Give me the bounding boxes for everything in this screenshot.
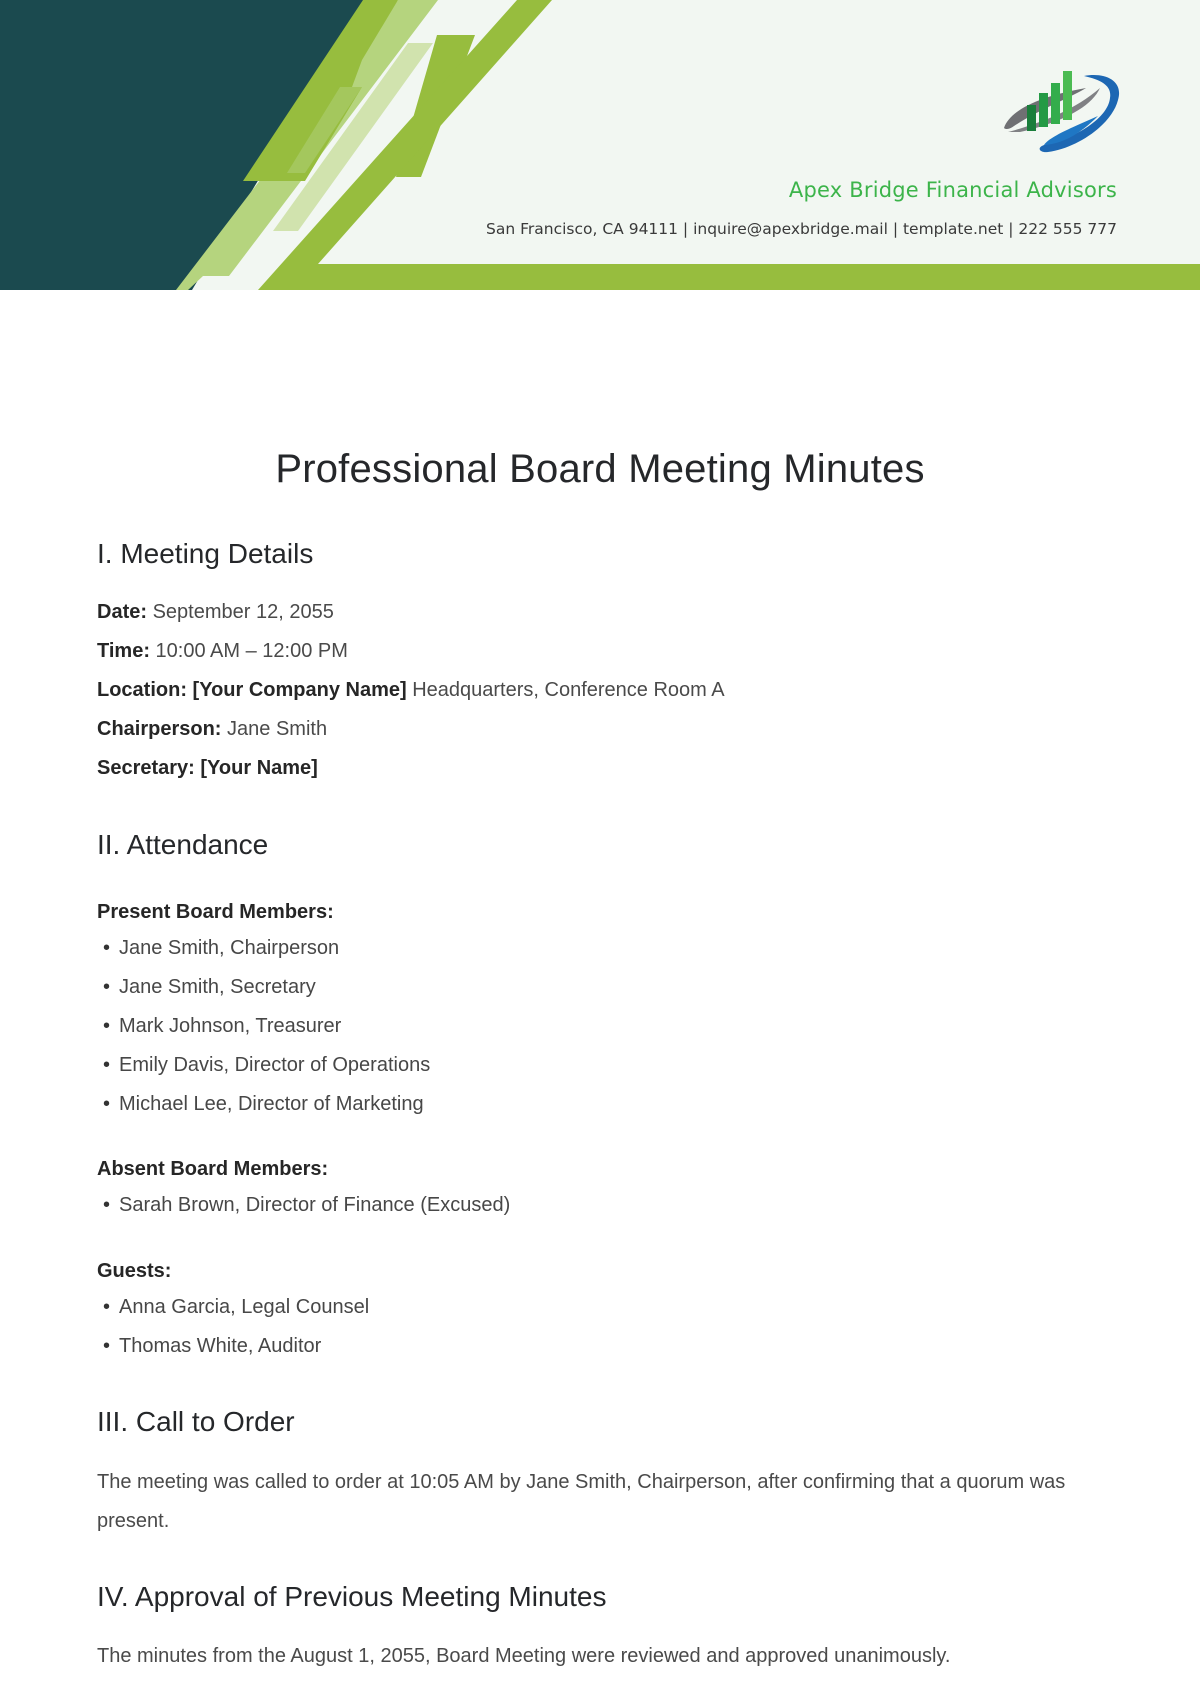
list-item-text: Michael Lee, Director of Marketing	[119, 1093, 424, 1115]
list-item	[103, 1333, 321, 1359]
section-heading-attendance: II. Attendance	[97, 829, 269, 860]
list-item-text: Mark Johnson, Treasurer	[119, 1015, 342, 1037]
bullet-icon: •	[103, 1015, 111, 1037]
list-item	[103, 1013, 341, 1039]
letterhead-header	[0, 0, 1200, 290]
field-secretary	[97, 755, 318, 781]
approval-text: The minutes from the August 1, 2055, Board Meeting were reviewed and approved unanimously.	[97, 1645, 951, 1667]
call-to-order-text: The meeting was called to order at 10:05 AM by Jane Smith, Chairperson, after confirming that a quorum was present.	[97, 1471, 1066, 1532]
field-value: Headquarters, Conference Room A	[412, 679, 725, 701]
list-item-text: Jane Smith, Secretary	[119, 976, 316, 998]
field-time	[97, 638, 348, 664]
field-label: Date:	[97, 601, 148, 623]
list-item-text: Emily Davis, Director of Operations	[119, 1054, 431, 1076]
company-name: Apex Bridge Financial Advisors	[788, 178, 1117, 202]
list-item-text: Sarah Brown, Director of Finance (Excused)	[119, 1194, 511, 1216]
bullet-icon: •	[103, 1054, 111, 1076]
list-item	[103, 1294, 369, 1320]
contact-info: San Francisco, CA 94111 | inquire@apexbridge.mail | template.net | 222 555 777	[486, 220, 1117, 238]
list-item-text: Thomas White, Auditor	[119, 1335, 322, 1357]
field-label: Chairperson:	[97, 718, 222, 740]
bullet-icon: •	[103, 937, 111, 959]
section-heading-approval: IV. Approval of Previous Meeting Minutes	[97, 1581, 607, 1612]
bullet-icon: •	[103, 1335, 111, 1357]
bullet-icon: •	[103, 976, 111, 998]
field-chairperson	[97, 716, 327, 742]
list-item-text: Jane Smith, Chairperson	[119, 937, 340, 959]
field-location	[97, 677, 725, 703]
list-item	[103, 1192, 510, 1218]
company-logo-icon	[1000, 66, 1124, 154]
document-title: Professional Board Meeting Minutes	[275, 447, 925, 491]
field-label: Time:	[97, 640, 150, 662]
list-item	[103, 1052, 430, 1078]
field-label: Location: [Your Company Name]	[97, 679, 407, 701]
section-heading-call-to-order: III. Call to Order	[97, 1406, 295, 1437]
present-members-label: Present Board Members:	[97, 901, 334, 923]
field-date	[97, 599, 334, 625]
section-heading-meeting-details: I. Meeting Details	[97, 538, 314, 569]
field-value: September 12, 2055	[152, 601, 334, 623]
guests-label: Guests:	[97, 1260, 172, 1282]
field-value: 10:00 AM – 12:00 PM	[155, 640, 348, 662]
field-value: Jane Smith	[227, 718, 328, 740]
list-item-text: Anna Garcia, Legal Counsel	[119, 1296, 370, 1318]
field-label: Secretary: [Your Name]	[97, 757, 318, 779]
list-item	[103, 974, 316, 1000]
bullet-icon: •	[103, 1296, 111, 1318]
absent-members-label: Absent Board Members:	[97, 1158, 329, 1180]
bullet-icon: •	[103, 1093, 111, 1115]
list-item	[103, 1091, 424, 1117]
list-item	[103, 935, 339, 961]
bullet-icon: •	[103, 1194, 111, 1216]
